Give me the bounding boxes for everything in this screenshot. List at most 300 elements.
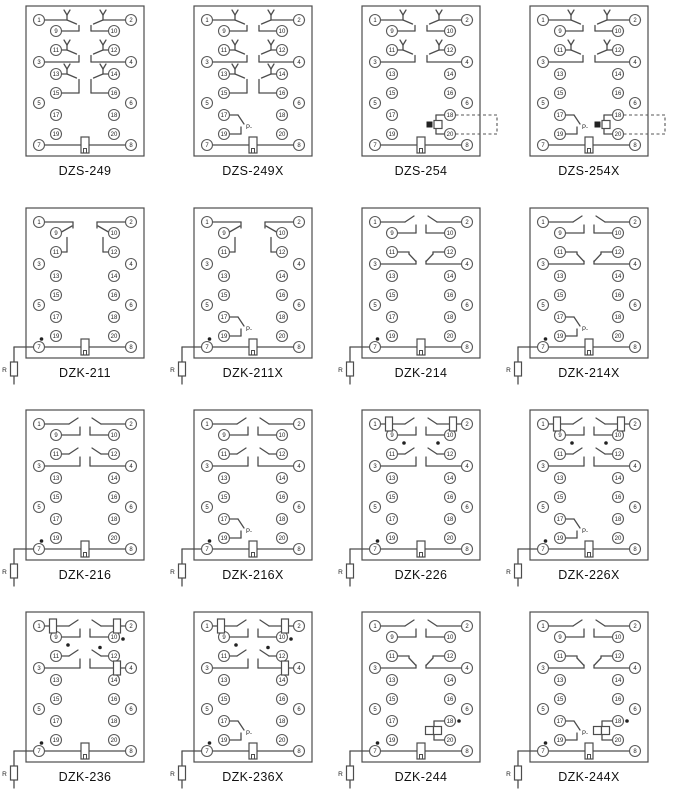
svg-text:7: 7 xyxy=(373,749,377,756)
svg-text:16: 16 xyxy=(614,91,622,98)
svg-text:11: 11 xyxy=(556,48,564,55)
schematic-dzs-249x xyxy=(169,4,337,186)
svg-text:17: 17 xyxy=(556,315,564,322)
svg-text:10: 10 xyxy=(110,231,118,238)
svg-text:15: 15 xyxy=(220,91,228,98)
svg-text:19: 19 xyxy=(556,738,564,745)
svg-text:5: 5 xyxy=(37,505,41,512)
svg-text:13: 13 xyxy=(388,72,396,79)
schematic-dzk-216 xyxy=(1,408,169,590)
svg-text:14: 14 xyxy=(614,476,622,483)
schematic-dzk-244x xyxy=(505,610,673,792)
schematic-dzk-236 xyxy=(1,610,169,792)
svg-text:17: 17 xyxy=(220,719,228,726)
svg-text:20: 20 xyxy=(446,132,454,139)
svg-text:14: 14 xyxy=(446,72,454,79)
svg-text:R: R xyxy=(170,367,175,374)
svg-text:12: 12 xyxy=(110,250,118,257)
svg-text:15: 15 xyxy=(556,697,564,704)
svg-text:10: 10 xyxy=(278,29,286,36)
schematic-dzk-226 xyxy=(337,408,505,590)
svg-text:10: 10 xyxy=(446,433,454,440)
svg-text:5: 5 xyxy=(373,505,377,512)
schematic-dzk-214 xyxy=(337,206,505,388)
diagram-cell-dzk-226x xyxy=(505,408,673,610)
svg-text:13: 13 xyxy=(556,678,564,685)
svg-text:17: 17 xyxy=(52,517,60,524)
svg-text:4: 4 xyxy=(297,262,301,269)
svg-text:16: 16 xyxy=(614,697,622,704)
diagram-cell-dzk-226 xyxy=(337,408,505,610)
svg-text:13: 13 xyxy=(556,274,564,281)
svg-text:10: 10 xyxy=(614,433,622,440)
svg-text:3: 3 xyxy=(37,262,41,269)
svg-text:8: 8 xyxy=(633,547,637,554)
svg-text:16: 16 xyxy=(278,293,286,300)
svg-text:13: 13 xyxy=(388,476,396,483)
svg-text:20: 20 xyxy=(278,536,286,543)
svg-text:6: 6 xyxy=(129,303,133,310)
svg-text:8: 8 xyxy=(465,749,469,756)
svg-text:10: 10 xyxy=(278,433,286,440)
diagram-cell-dzk-244x xyxy=(505,610,673,812)
svg-text:12: 12 xyxy=(446,250,454,257)
svg-text:16: 16 xyxy=(278,697,286,704)
svg-text:6: 6 xyxy=(465,505,469,512)
schematic-dzk-216x xyxy=(169,408,337,590)
svg-text:17: 17 xyxy=(388,517,396,524)
svg-text:11: 11 xyxy=(556,654,564,661)
svg-text:4: 4 xyxy=(297,666,301,673)
svg-text:5: 5 xyxy=(37,303,41,310)
diagram-cell-dzk-244 xyxy=(337,610,505,812)
svg-text:2: 2 xyxy=(297,422,301,429)
svg-text:8: 8 xyxy=(633,143,637,150)
svg-text:9: 9 xyxy=(222,635,226,642)
svg-text:6: 6 xyxy=(129,505,133,512)
svg-text:12: 12 xyxy=(446,452,454,459)
svg-text:4: 4 xyxy=(465,666,469,673)
schematic-dzk-236x xyxy=(169,610,337,792)
diagram-label: DZK-244X xyxy=(558,770,620,784)
svg-text:19: 19 xyxy=(388,132,396,139)
svg-text:6: 6 xyxy=(297,101,301,108)
svg-text:9: 9 xyxy=(54,635,58,642)
svg-text:8: 8 xyxy=(465,547,469,554)
svg-text:2: 2 xyxy=(633,422,637,429)
diagram-label: DZK-216 xyxy=(58,568,112,582)
svg-text:18: 18 xyxy=(446,315,454,322)
svg-text:5: 5 xyxy=(541,303,545,310)
svg-text:12: 12 xyxy=(614,48,622,55)
svg-text:16: 16 xyxy=(278,91,286,98)
svg-text:7: 7 xyxy=(205,143,209,150)
svg-text:15: 15 xyxy=(52,495,60,502)
svg-text:1: 1 xyxy=(541,422,545,429)
svg-text:18: 18 xyxy=(278,315,286,322)
svg-text:20: 20 xyxy=(614,334,622,341)
svg-text:17: 17 xyxy=(220,315,228,322)
svg-text:4: 4 xyxy=(297,60,301,67)
svg-text:13: 13 xyxy=(220,476,228,483)
svg-text:17: 17 xyxy=(388,315,396,322)
svg-text:4: 4 xyxy=(129,464,133,471)
svg-text:15: 15 xyxy=(388,495,396,502)
svg-text:5: 5 xyxy=(37,707,41,714)
svg-text:P-: P- xyxy=(246,529,252,535)
svg-text:7: 7 xyxy=(373,345,377,352)
diagram-label: DZK-236X xyxy=(222,770,284,784)
svg-text:2: 2 xyxy=(633,220,637,227)
svg-text:1: 1 xyxy=(373,18,377,25)
svg-text:4: 4 xyxy=(129,262,133,269)
diagram-label: DZK-216X xyxy=(222,568,284,582)
svg-text:14: 14 xyxy=(278,274,286,281)
svg-text:13: 13 xyxy=(52,476,60,483)
diagram-cell-dzk-214x xyxy=(505,206,673,408)
svg-text:12: 12 xyxy=(110,48,118,55)
svg-text:5: 5 xyxy=(541,505,545,512)
svg-text:4: 4 xyxy=(633,464,637,471)
svg-text:13: 13 xyxy=(556,476,564,483)
svg-text:13: 13 xyxy=(52,678,60,685)
svg-text:5: 5 xyxy=(373,303,377,310)
svg-text:3: 3 xyxy=(541,262,545,269)
svg-text:R: R xyxy=(506,771,511,778)
diagram-cell-dzk-216x xyxy=(169,408,337,610)
svg-text:7: 7 xyxy=(205,547,209,554)
svg-text:10: 10 xyxy=(446,231,454,238)
svg-text:14: 14 xyxy=(278,678,286,685)
svg-text:P-: P- xyxy=(582,731,588,737)
svg-text:4: 4 xyxy=(633,262,637,269)
svg-text:18: 18 xyxy=(110,113,118,120)
svg-text:6: 6 xyxy=(129,707,133,714)
diagram-cell-dzs-249 xyxy=(1,4,169,206)
svg-text:14: 14 xyxy=(110,678,118,685)
diagram-label: DZS-249X xyxy=(222,164,284,178)
svg-text:3: 3 xyxy=(37,666,41,673)
svg-text:P-: P- xyxy=(246,327,252,333)
svg-text:6: 6 xyxy=(297,707,301,714)
svg-text:1: 1 xyxy=(205,624,209,631)
svg-text:5: 5 xyxy=(373,101,377,108)
diagram-label: DZK-226 xyxy=(394,568,448,582)
svg-text:19: 19 xyxy=(388,334,396,341)
svg-text:9: 9 xyxy=(558,635,562,642)
svg-text:19: 19 xyxy=(52,334,60,341)
svg-text:P-: P- xyxy=(582,125,588,131)
svg-text:18: 18 xyxy=(614,315,622,322)
svg-text:20: 20 xyxy=(110,132,118,139)
svg-text:15: 15 xyxy=(52,293,60,300)
svg-text:10: 10 xyxy=(110,433,118,440)
svg-text:4: 4 xyxy=(465,262,469,269)
svg-text:R: R xyxy=(338,367,343,374)
svg-text:16: 16 xyxy=(446,495,454,502)
svg-text:14: 14 xyxy=(614,274,622,281)
svg-text:2: 2 xyxy=(633,18,637,25)
svg-text:18: 18 xyxy=(110,719,118,726)
svg-text:11: 11 xyxy=(52,452,60,459)
schematic-dzk-244 xyxy=(337,610,505,792)
svg-text:5: 5 xyxy=(205,101,209,108)
svg-text:11: 11 xyxy=(220,654,228,661)
svg-text:18: 18 xyxy=(278,113,286,120)
svg-text:3: 3 xyxy=(373,262,377,269)
svg-text:1: 1 xyxy=(205,422,209,429)
svg-text:1: 1 xyxy=(373,422,377,429)
svg-text:19: 19 xyxy=(220,536,228,543)
svg-text:1: 1 xyxy=(373,624,377,631)
svg-text:12: 12 xyxy=(110,452,118,459)
svg-text:11: 11 xyxy=(388,654,396,661)
svg-text:5: 5 xyxy=(37,101,41,108)
svg-text:14: 14 xyxy=(110,476,118,483)
svg-text:17: 17 xyxy=(52,315,60,322)
svg-text:R: R xyxy=(2,771,7,778)
svg-text:7: 7 xyxy=(37,749,41,756)
svg-text:6: 6 xyxy=(129,101,133,108)
svg-text:R: R xyxy=(338,569,343,576)
svg-text:R: R xyxy=(170,569,175,576)
svg-text:12: 12 xyxy=(614,654,622,661)
schematic-dzs-254 xyxy=(337,4,505,186)
svg-text:11: 11 xyxy=(220,250,228,257)
schematic-dzs-254x xyxy=(505,4,673,186)
svg-text:4: 4 xyxy=(465,60,469,67)
svg-text:6: 6 xyxy=(465,303,469,310)
svg-text:12: 12 xyxy=(614,250,622,257)
schematic-dzs-249 xyxy=(1,4,169,186)
svg-text:7: 7 xyxy=(205,749,209,756)
svg-text:11: 11 xyxy=(52,250,60,257)
diagram-label: DZS-254 xyxy=(394,164,448,178)
svg-text:14: 14 xyxy=(278,72,286,79)
svg-text:16: 16 xyxy=(110,91,118,98)
svg-text:1: 1 xyxy=(541,220,545,227)
svg-text:17: 17 xyxy=(388,113,396,120)
svg-text:19: 19 xyxy=(52,536,60,543)
svg-text:18: 18 xyxy=(446,113,454,120)
svg-text:13: 13 xyxy=(388,678,396,685)
svg-text:13: 13 xyxy=(388,274,396,281)
svg-text:2: 2 xyxy=(465,220,469,227)
svg-text:20: 20 xyxy=(278,738,286,745)
svg-text:14: 14 xyxy=(446,274,454,281)
svg-text:14: 14 xyxy=(446,476,454,483)
svg-text:15: 15 xyxy=(220,697,228,704)
schematic-dzk-214x xyxy=(505,206,673,388)
svg-text:P-: P- xyxy=(246,731,252,737)
svg-text:5: 5 xyxy=(373,707,377,714)
svg-text:15: 15 xyxy=(220,495,228,502)
svg-text:15: 15 xyxy=(388,91,396,98)
svg-text:19: 19 xyxy=(556,536,564,543)
svg-text:20: 20 xyxy=(446,536,454,543)
svg-text:16: 16 xyxy=(446,293,454,300)
svg-text:R: R xyxy=(506,367,511,374)
svg-text:18: 18 xyxy=(614,517,622,524)
svg-text:20: 20 xyxy=(614,132,622,139)
svg-text:15: 15 xyxy=(388,293,396,300)
svg-text:13: 13 xyxy=(220,274,228,281)
svg-text:8: 8 xyxy=(633,749,637,756)
svg-text:12: 12 xyxy=(446,654,454,661)
svg-text:3: 3 xyxy=(541,666,545,673)
svg-text:11: 11 xyxy=(556,250,564,257)
svg-text:P-: P- xyxy=(582,529,588,535)
diagram-label: DZK-226X xyxy=(558,568,620,582)
svg-text:10: 10 xyxy=(110,29,118,36)
svg-text:P-: P- xyxy=(246,125,252,131)
svg-text:18: 18 xyxy=(614,719,622,726)
diagram-cell-dzk-236 xyxy=(1,610,169,812)
svg-text:19: 19 xyxy=(556,334,564,341)
svg-text:13: 13 xyxy=(52,72,60,79)
svg-text:17: 17 xyxy=(556,113,564,120)
svg-text:19: 19 xyxy=(388,536,396,543)
svg-text:18: 18 xyxy=(614,113,622,120)
svg-text:5: 5 xyxy=(541,101,545,108)
svg-text:11: 11 xyxy=(52,48,60,55)
svg-text:6: 6 xyxy=(465,101,469,108)
svg-text:5: 5 xyxy=(205,707,209,714)
svg-text:15: 15 xyxy=(220,293,228,300)
svg-text:10: 10 xyxy=(614,29,622,36)
svg-text:15: 15 xyxy=(556,293,564,300)
svg-text:6: 6 xyxy=(465,707,469,714)
svg-text:9: 9 xyxy=(390,29,394,36)
svg-text:18: 18 xyxy=(278,719,286,726)
svg-text:5: 5 xyxy=(205,505,209,512)
svg-text:4: 4 xyxy=(633,666,637,673)
svg-text:10: 10 xyxy=(446,29,454,36)
svg-text:17: 17 xyxy=(220,113,228,120)
svg-text:13: 13 xyxy=(556,72,564,79)
svg-text:8: 8 xyxy=(129,547,133,554)
svg-text:9: 9 xyxy=(390,433,394,440)
svg-text:2: 2 xyxy=(297,624,301,631)
schematic-dzk-211 xyxy=(1,206,169,388)
svg-text:18: 18 xyxy=(278,517,286,524)
svg-text:2: 2 xyxy=(129,624,133,631)
svg-text:3: 3 xyxy=(205,262,209,269)
svg-text:19: 19 xyxy=(52,132,60,139)
svg-text:8: 8 xyxy=(297,143,301,150)
svg-text:9: 9 xyxy=(222,433,226,440)
svg-text:1: 1 xyxy=(37,624,41,631)
svg-text:17: 17 xyxy=(52,113,60,120)
svg-text:7: 7 xyxy=(541,143,545,150)
svg-text:10: 10 xyxy=(446,635,454,642)
diagram-label: DZK-244 xyxy=(394,770,448,784)
schematic-dzk-211x xyxy=(169,206,337,388)
svg-text:8: 8 xyxy=(129,345,133,352)
svg-text:15: 15 xyxy=(556,495,564,502)
svg-text:17: 17 xyxy=(220,517,228,524)
svg-text:9: 9 xyxy=(54,29,58,36)
svg-text:2: 2 xyxy=(633,624,637,631)
svg-text:1: 1 xyxy=(37,422,41,429)
svg-text:18: 18 xyxy=(110,315,118,322)
svg-text:11: 11 xyxy=(388,250,396,257)
svg-text:19: 19 xyxy=(388,738,396,745)
svg-text:12: 12 xyxy=(614,452,622,459)
svg-text:9: 9 xyxy=(222,231,226,238)
svg-text:11: 11 xyxy=(52,654,60,661)
svg-text:9: 9 xyxy=(390,231,394,238)
svg-text:16: 16 xyxy=(110,495,118,502)
svg-text:4: 4 xyxy=(297,464,301,471)
svg-text:12: 12 xyxy=(278,452,286,459)
svg-text:9: 9 xyxy=(558,433,562,440)
diagram-label: DZK-214X xyxy=(558,366,620,380)
svg-text:2: 2 xyxy=(465,422,469,429)
svg-text:17: 17 xyxy=(52,719,60,726)
svg-text:20: 20 xyxy=(446,738,454,745)
svg-text:12: 12 xyxy=(278,250,286,257)
svg-text:18: 18 xyxy=(446,517,454,524)
svg-text:7: 7 xyxy=(205,345,209,352)
svg-text:3: 3 xyxy=(37,464,41,471)
diagram-cell-dzs-254x xyxy=(505,4,673,206)
svg-text:3: 3 xyxy=(37,60,41,67)
svg-text:17: 17 xyxy=(556,719,564,726)
svg-text:15: 15 xyxy=(388,697,396,704)
diagram-cell-dzs-249x xyxy=(169,4,337,206)
svg-text:9: 9 xyxy=(558,231,562,238)
svg-text:6: 6 xyxy=(633,707,637,714)
svg-text:13: 13 xyxy=(52,274,60,281)
svg-text:1: 1 xyxy=(37,18,41,25)
svg-text:14: 14 xyxy=(446,678,454,685)
svg-text:7: 7 xyxy=(541,547,545,554)
svg-text:1: 1 xyxy=(541,624,545,631)
svg-text:14: 14 xyxy=(614,72,622,79)
svg-text:12: 12 xyxy=(278,48,286,55)
svg-text:6: 6 xyxy=(633,505,637,512)
svg-text:8: 8 xyxy=(465,345,469,352)
svg-text:8: 8 xyxy=(633,345,637,352)
svg-text:5: 5 xyxy=(205,303,209,310)
diagram-label: DZK-236 xyxy=(58,770,112,784)
svg-text:2: 2 xyxy=(465,18,469,25)
svg-text:14: 14 xyxy=(110,72,118,79)
svg-text:16: 16 xyxy=(614,495,622,502)
svg-text:16: 16 xyxy=(446,91,454,98)
svg-text:6: 6 xyxy=(297,505,301,512)
svg-text:8: 8 xyxy=(297,547,301,554)
svg-text:10: 10 xyxy=(614,635,622,642)
svg-text:15: 15 xyxy=(52,91,60,98)
svg-text:7: 7 xyxy=(37,547,41,554)
diagram-label: DZK-211X xyxy=(222,366,284,380)
svg-text:18: 18 xyxy=(110,517,118,524)
svg-text:9: 9 xyxy=(54,231,58,238)
svg-text:15: 15 xyxy=(52,697,60,704)
svg-text:12: 12 xyxy=(278,654,286,661)
svg-text:7: 7 xyxy=(37,143,41,150)
svg-text:7: 7 xyxy=(541,749,545,756)
svg-text:8: 8 xyxy=(129,749,133,756)
svg-text:2: 2 xyxy=(297,220,301,227)
svg-text:19: 19 xyxy=(220,132,228,139)
svg-text:2: 2 xyxy=(465,624,469,631)
svg-text:R: R xyxy=(2,569,7,576)
svg-text:16: 16 xyxy=(110,697,118,704)
svg-text:R: R xyxy=(506,569,511,576)
